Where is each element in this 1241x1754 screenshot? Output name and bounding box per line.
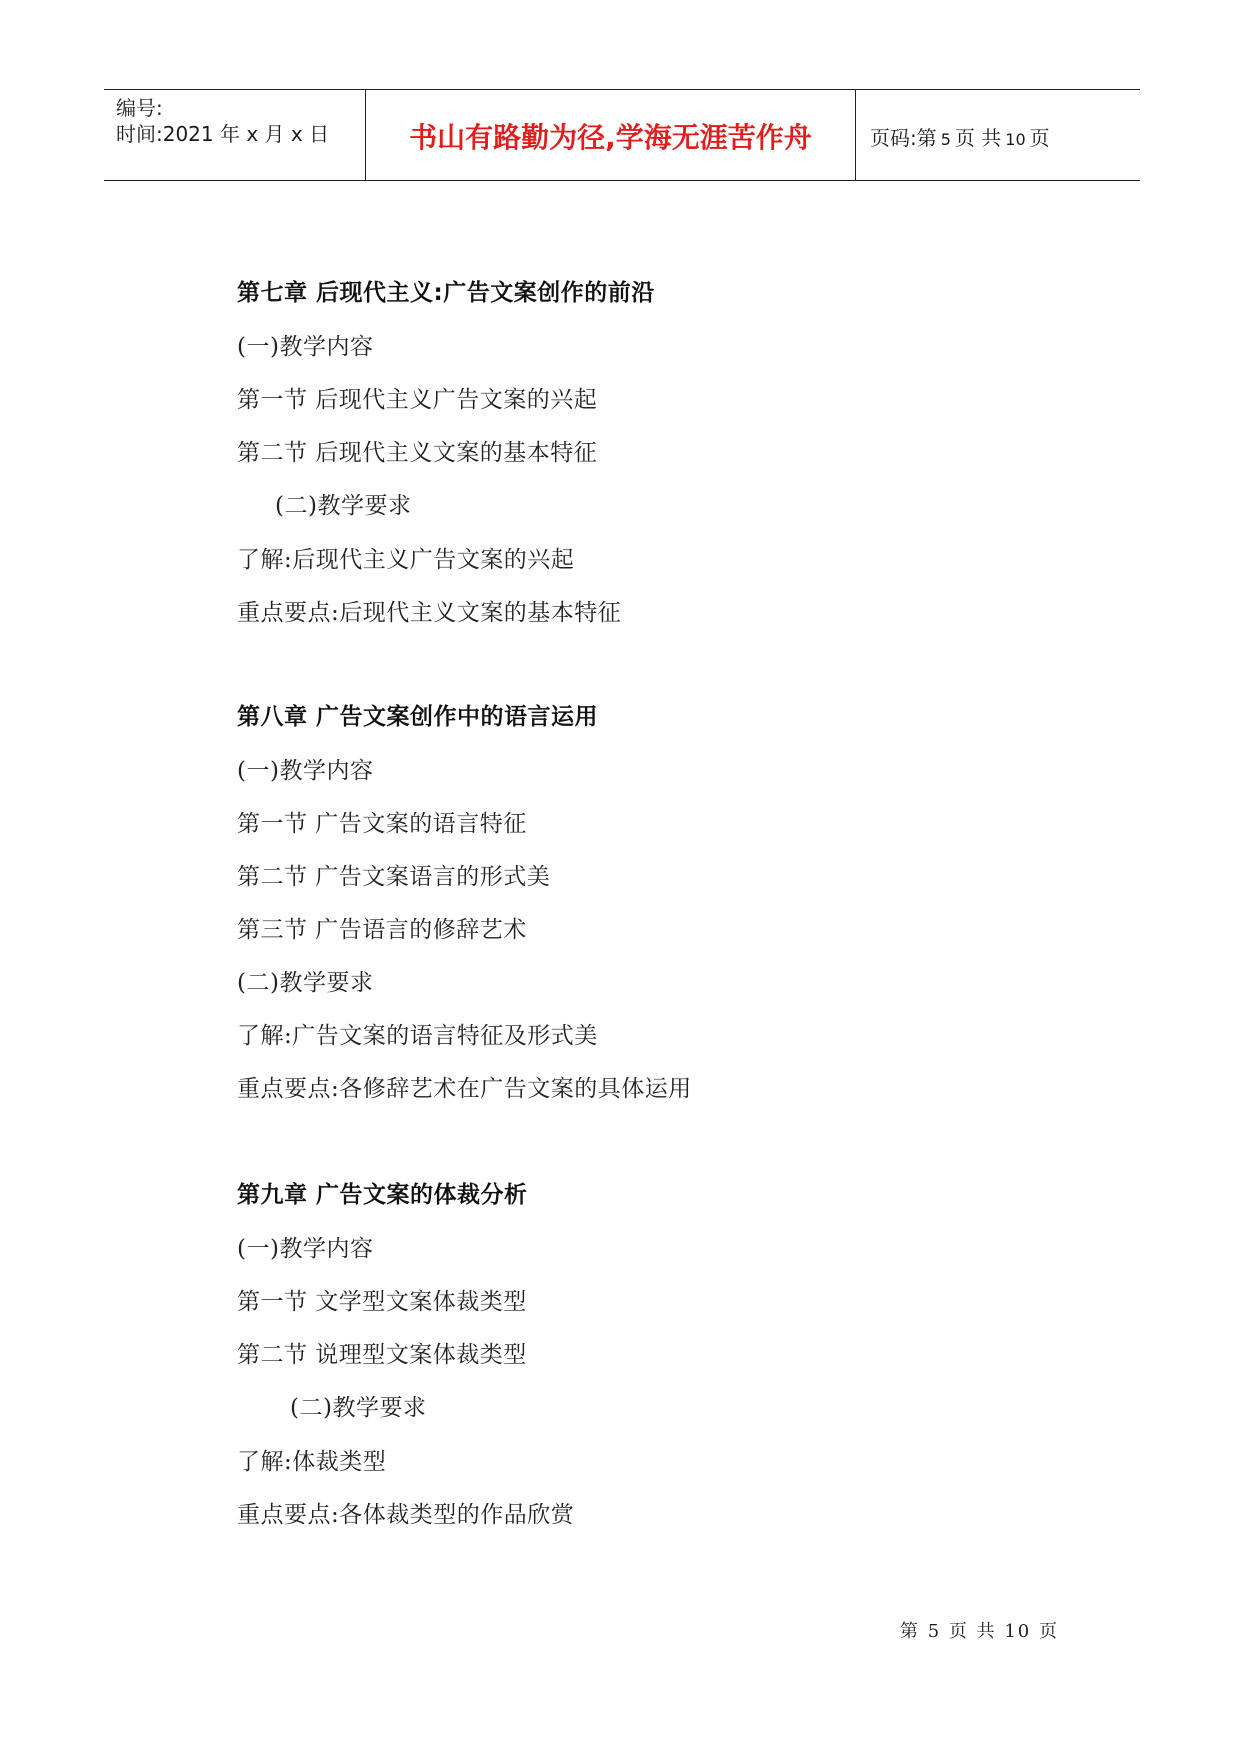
chapter-title: 第八章 广告文案创作中的语言运用 [237,704,599,730]
section-item: 第二节 后现代主义文案的基本特征 [237,440,598,466]
document-time-label: 时间:2021 年 x 月 x 日 [116,122,330,146]
section-heading: (一)教学内容 [237,334,374,360]
page-total: 10 [1005,130,1026,149]
page-header [104,89,1140,181]
chapter-title: 第九章 广告文案的体裁分析 [237,1182,528,1208]
section-item: 第一节 后现代主义广告文案的兴起 [237,387,598,413]
section-item: 第一节 广告文案的语言特征 [237,811,527,837]
section-item: 第三节 广告语言的修辞艺术 [237,917,527,943]
section-heading: (一)教学内容 [237,1236,374,1262]
page-suffix: 页 [1029,126,1050,150]
page-prefix: 页码:第 [870,126,937,150]
header-motto: 书山有路勤为径,学海无涯苦作舟 [409,121,812,154]
document-number-label: 编号: [116,96,163,120]
header-page-cell [856,90,1140,180]
header-info-cell [104,90,366,180]
section-heading: (一)教学内容 [237,758,374,784]
section-heading: (二)教学要求 [275,493,412,519]
section-heading: (二)教学要求 [237,970,374,996]
page-footer: 第 5 页 共 10 页 [900,1621,1059,1642]
requirement-item: 了解:广告文案的语言特征及形式美 [237,1023,598,1049]
requirement-item: 重点要点:各体裁类型的作品欣赏 [237,1502,575,1528]
requirement-item: 了解:后现代主义广告文案的兴起 [237,547,575,573]
section-heading: (二)教学要求 [290,1395,427,1421]
requirement-item: 重点要点:各修辞艺术在广告文案的具体运用 [237,1076,692,1102]
page-current: 5 [940,130,951,149]
page-middle: 页 共 [954,126,1002,150]
header-page-code [870,122,1050,151]
chapter-title: 第七章 后现代主义:广告文案创作的前沿 [237,280,655,306]
section-item: 第二节 广告文案语言的形式美 [237,864,551,890]
header-motto-cell [366,90,856,180]
section-item: 第一节 文学型文案体裁类型 [237,1289,527,1315]
requirement-item: 了解:体裁类型 [237,1449,387,1475]
requirement-item: 重点要点:后现代主义文案的基本特征 [237,600,622,626]
section-item: 第二节 说理型文案体裁类型 [237,1342,527,1368]
